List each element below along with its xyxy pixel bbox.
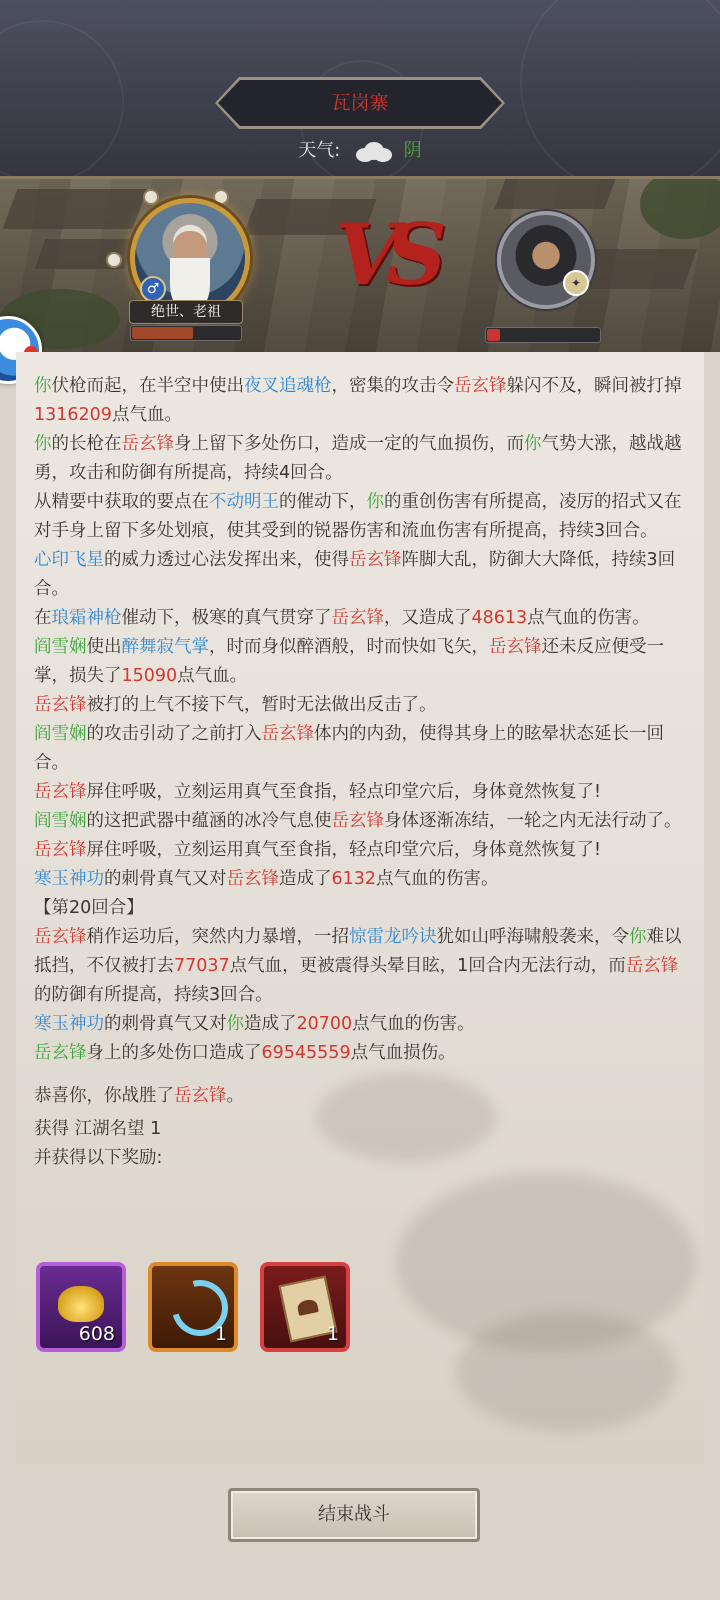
ornament-dot — [106, 252, 122, 268]
log-segment: 岳玄锋 — [261, 724, 314, 744]
log-entry — [34, 372, 694, 430]
log-segment: 点气血。 — [111, 405, 182, 425]
log-segment: 你 — [524, 434, 542, 454]
log-segment: 寒玉神功 — [34, 1014, 104, 1034]
log-segment: 岳玄锋 — [34, 695, 87, 715]
log-segment: 点气血，更被震得头晕目眩，1回合内无法行动，而 — [229, 956, 626, 976]
log-entry — [34, 546, 694, 604]
enemy-hp-bar — [485, 327, 601, 343]
log-segment: 的刺骨真气又对 — [104, 1014, 227, 1034]
log-segment: 点气血损伤。 — [350, 1043, 456, 1063]
log-segment: 岳玄锋 — [489, 637, 542, 657]
log-entry — [34, 836, 694, 865]
log-segment: 你 — [226, 1014, 244, 1034]
log-segment: 躲闪不及，瞬间被打掉 — [506, 376, 682, 396]
weather-value: 阴 — [403, 140, 422, 161]
log-entry — [34, 778, 694, 807]
log-segment: 77037 — [174, 956, 230, 976]
reward-count: 1 — [214, 1323, 227, 1345]
ornament-dot — [213, 189, 229, 205]
log-segment: ，密集的攻击令 — [331, 376, 454, 396]
log-segment: 6132 — [331, 869, 377, 889]
log-segment: 屏住呼吸，立刻运用真气至食指，轻点印堂穴后，身体竟然恢复了! — [86, 782, 602, 802]
log-entry — [34, 807, 694, 836]
log-entry — [34, 488, 694, 546]
log-segment: 的防御有所提高，持续3回合。 — [34, 985, 273, 1005]
log-segment: 被打的上气不接下气，暂时无法做出反击了。 — [86, 695, 437, 715]
log-segment: 不动明王 — [209, 492, 279, 512]
log-entry — [34, 604, 694, 633]
rewards-title: 并获得以下奖励: — [34, 1148, 163, 1168]
victory-line: 恭喜你，你战胜了岳玄锋。 — [34, 1086, 244, 1106]
log-segment: 在 — [34, 608, 52, 628]
log-segment: ，又造成了 — [384, 608, 472, 628]
log-segment: 阎雪娴 — [34, 811, 87, 831]
log-segment: 岳玄锋 — [349, 550, 402, 570]
log-segment: 点气血的伤害。 — [376, 869, 499, 889]
log-segment: 岳玄锋 — [34, 927, 87, 947]
log-segment: 岳玄锋 — [331, 608, 384, 628]
vs-emblem: VS — [335, 205, 433, 304]
weather-row — [0, 136, 720, 162]
log-segment: 岳玄锋 — [34, 840, 87, 860]
log-segment: 48613 — [471, 608, 528, 628]
cloud-icon — [352, 140, 392, 162]
log-segment: 的重创伤害有所提高，凌厉的招式又在对手身上留下多处划痕，使其受到的锐器伤害和流血伤害有所提高，持续3回合。 — [34, 492, 682, 541]
log-segment: 身体逐渐冻结，一轮之内无法行动了。 — [384, 811, 682, 831]
log-entry — [34, 865, 694, 894]
log-segment: 身上留下多处伤口，造成一定的气血损伤，而 — [174, 434, 524, 454]
log-segment: 点气血。 — [177, 666, 248, 686]
log-segment: 岳玄锋 — [121, 434, 174, 454]
log-entry — [34, 633, 694, 691]
log-segment: 岳玄锋 — [625, 956, 679, 976]
log-segment: 点气血的伤害。 — [352, 1014, 475, 1034]
log-segment: 你 — [366, 492, 384, 512]
log-segment: 催动下，极寒的真气贯穿了 — [121, 608, 332, 628]
log-segment: 岳玄锋 — [454, 376, 507, 396]
log-segment: 岳玄锋 — [226, 869, 279, 889]
enemy-hp-fill — [487, 329, 500, 341]
log-segment: 岳玄锋 — [34, 1043, 87, 1063]
log-segment: 心印飞星 — [34, 550, 104, 570]
log-segment: 20700 — [296, 1014, 353, 1034]
log-segment: 的催动下， — [279, 492, 367, 512]
log-segment: 犹如山呼海啸般袭来，令 — [436, 927, 629, 947]
reward-item-swirl[interactable] — [148, 1262, 238, 1352]
log-segment: ，时而身似醉酒般，时而快如飞矢， — [209, 637, 489, 657]
reward-item-book[interactable] — [260, 1262, 350, 1352]
log-segment: 寒玉神功 — [34, 869, 104, 889]
player-hp-fill — [132, 327, 193, 339]
log-entry — [34, 691, 694, 720]
log-segment: 体内的内劲，使得其身上的眩晕状态延长一回合。 — [34, 724, 664, 773]
end-battle-button[interactable]: 结束战斗 — [228, 1488, 480, 1542]
log-segment: 你 — [34, 376, 52, 396]
player-name: 绝世、老祖 — [129, 300, 243, 324]
log-segment: 阎雪娴 — [34, 724, 87, 744]
log-segment: 使出 — [86, 637, 122, 657]
battle-log — [34, 372, 694, 1173]
log-segment: 造成了 — [279, 869, 332, 889]
log-segment: 【第20回合】 — [34, 898, 144, 918]
log-segment: 岳玄锋 — [331, 811, 384, 831]
log-segment: 你 — [34, 434, 52, 454]
log-entry — [34, 923, 694, 1010]
log-segment: 岳玄锋 — [34, 782, 87, 802]
male-icon: ♂ — [140, 276, 166, 302]
log-segment: 造成了 — [244, 1014, 297, 1034]
reward-item-gold[interactable] — [36, 1262, 126, 1352]
log-segment: 从精要中获取的要点在 — [34, 492, 209, 512]
log-entry — [34, 1039, 694, 1068]
log-entry — [34, 1010, 694, 1039]
log-segment: 惊雷龙吟诀 — [349, 927, 437, 947]
log-segment: 琅霜神枪 — [51, 608, 122, 628]
log-segment: 醉舞寂气掌 — [121, 637, 209, 657]
log-entry — [34, 720, 694, 778]
log-segment: 身上的多处伤口造成了 — [86, 1043, 262, 1063]
weather-label: 天气: — [298, 140, 341, 161]
ornament-dot — [143, 189, 159, 205]
log-entry — [34, 894, 694, 923]
log-segment: 15090 — [121, 666, 178, 686]
log-segment: 的威力透过心法发挥出来，使得 — [104, 550, 349, 570]
location-title: 瓦岗寨 — [331, 92, 389, 114]
log-segment: 的这把武器中蕴涵的冰冷气息使 — [86, 811, 332, 831]
reward-count: 608 — [78, 1323, 115, 1345]
log-segment: 点气血的伤害。 — [527, 608, 650, 628]
log-segment: 屏住呼吸，立刻运用真气至食指，轻点印堂穴后，身体竟然恢复了! — [86, 840, 602, 860]
log-segment: 阵脚大乱，防御大大降低，持续3回合。 — [34, 550, 676, 599]
reward-count: 1 — [326, 1323, 339, 1345]
gain-line: 获得 江湖名望 1 — [34, 1119, 162, 1139]
log-segment: 稍作运功后，突然内力暴增，一招 — [86, 927, 349, 947]
log-segment: 的刺骨真气又对 — [104, 869, 227, 889]
log-segment: 气势大涨，越战越勇，攻击和防御有所提高，持续4回合。 — [34, 434, 682, 483]
log-segment: 阎雪娴 — [34, 637, 87, 657]
gold-ingot-icon — [58, 1286, 104, 1322]
log-segment: 夜叉追魂枪 — [244, 376, 332, 396]
log-segment: 的长枪在 — [51, 434, 122, 454]
log-segment: 1316209 — [34, 405, 112, 425]
player-hp-bar — [130, 325, 242, 341]
log-entry — [34, 430, 694, 488]
log-segment: 的攻击引动了之前打入 — [86, 724, 262, 744]
log-segment: 伏枪而起，在半空中使出 — [51, 376, 244, 396]
log-segment: 69545559 — [261, 1043, 351, 1063]
badge-icon: ✦ — [563, 270, 589, 296]
log-segment: 难以抵挡，不仅被打去 — [34, 927, 682, 976]
log-segment: 还未反应便受一掌，损失了 — [34, 637, 664, 686]
log-segment: 你 — [629, 927, 647, 947]
